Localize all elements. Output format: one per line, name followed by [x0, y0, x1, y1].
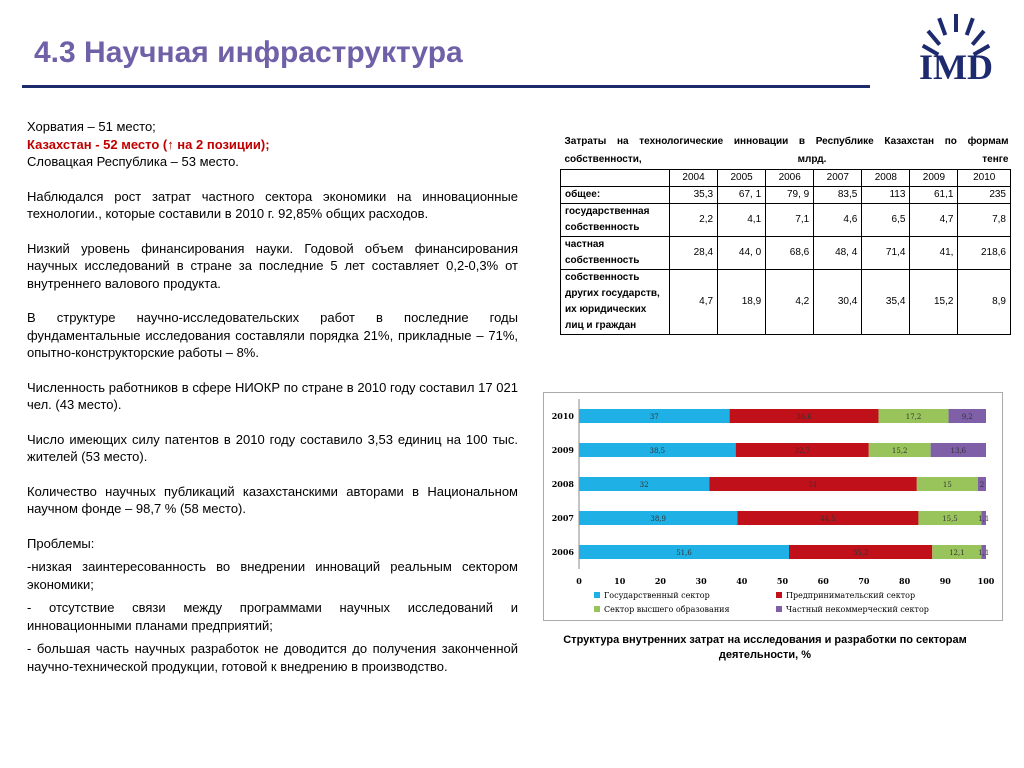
innovation-costs-table	[560, 133, 1011, 335]
problems-title: Проблемы:	[27, 535, 95, 551]
year-header: 2010	[958, 170, 1011, 187]
x-tick-label: 100	[977, 576, 995, 586]
data-label: 15,5	[942, 515, 958, 523]
data-label: 38,9	[650, 515, 666, 523]
table-cell: 2,2	[670, 204, 718, 237]
year-header: 2007	[814, 170, 862, 187]
category-label: 2009	[551, 445, 574, 455]
legend-swatch	[594, 606, 600, 612]
category-label: 2010	[551, 411, 574, 421]
table-cell: 113	[862, 187, 910, 204]
table-row	[561, 204, 1011, 237]
table-cell: 4,1	[718, 204, 766, 237]
x-tick-label: 70	[858, 576, 870, 586]
table-cell: 218,6	[958, 237, 1011, 270]
page-title: 4.3 Научная инфраструктура	[34, 36, 463, 69]
table-row	[561, 237, 1011, 270]
paragraph-funding: Низкий уровень финансирования науки. Годовой объем финансирования научных исследований в стране за последние 5 лет составляет 0,2-0,3% от внутреннего валового продукта.	[27, 240, 518, 291]
category-label: 2008	[551, 479, 574, 489]
x-tick-label: 30	[695, 576, 707, 586]
table-cell: 68,6	[766, 237, 814, 270]
main-text	[27, 118, 518, 675]
table-cell: 7,8	[958, 204, 1011, 237]
category-label: 2006	[551, 547, 574, 557]
x-tick-label: 0	[576, 576, 582, 586]
year-header: 2009	[910, 170, 958, 187]
data-label: 51,6	[676, 549, 692, 557]
x-tick-label: 60	[817, 576, 829, 586]
data-label: 35,2	[852, 549, 869, 557]
table-cell: 83,5	[814, 187, 862, 204]
table-cell: 44, 0	[718, 237, 766, 270]
data-label: 51	[808, 481, 818, 489]
problem-item: - большая часть научных разработок не доводится до получения законченной научно-технической продукции, готовой к внедрению в производство.	[27, 641, 518, 674]
year-header: 2005	[718, 170, 766, 187]
row-label: частная собственность	[561, 237, 670, 270]
table-cell: 41,	[910, 237, 958, 270]
data-label: 1,1	[978, 515, 990, 523]
x-tick-label: 80	[899, 576, 911, 586]
data-label: 36,6	[796, 413, 812, 421]
row-label: общее:	[561, 187, 670, 204]
rank-croatia: Хорватия – 51 место;	[27, 119, 156, 134]
table-row	[561, 270, 1011, 335]
chart-svg	[544, 393, 1002, 620]
x-tick-label: 10	[614, 576, 626, 586]
rank-kazakhstan: Казахстан - 52 место (↑ на 2 позиции);	[27, 136, 270, 152]
table-cell: 71,4	[862, 237, 910, 270]
table-cell: 67, 1	[718, 187, 766, 204]
paragraph-private-costs: Наблюдался рост затрат частного сектора экономики на инновационные технологии., которые составили в 2010 г. 92,85% общих расходов.	[27, 188, 518, 221]
data-label: 44,5	[820, 515, 836, 523]
table-cell: 18,9	[718, 270, 766, 335]
legend-swatch	[776, 606, 782, 612]
data-label: 9,2	[961, 413, 973, 421]
chart-caption: Структура внутренних затрат на исследования и разработки по секторам деятельности, %	[563, 634, 967, 661]
table-cell: 15,2	[910, 270, 958, 335]
table-cell: 235	[958, 187, 1011, 204]
data-label: 37	[649, 413, 659, 421]
table-cell: 7,1	[766, 204, 814, 237]
table-cell: 28,4	[670, 237, 718, 270]
data-label: 2	[979, 481, 985, 489]
table-cell: 61,1	[910, 187, 958, 204]
title-underline	[22, 85, 870, 88]
table-cell: 4,7	[910, 204, 958, 237]
x-tick-label: 90	[939, 576, 951, 586]
table-row	[561, 187, 1011, 204]
x-tick-label: 40	[736, 576, 748, 586]
legend-label: Сектор высшего образования	[604, 605, 730, 614]
x-tick-label: 20	[654, 576, 666, 586]
year-header: 2008	[862, 170, 910, 187]
paragraph-patents: Число имеющих силу патентов в 2010 году составило 3,53 единиц на 100 тыс. жителей (53 место).	[27, 431, 518, 464]
category-label: 2007	[551, 513, 574, 523]
data-label: 15,2	[891, 447, 908, 455]
table-cell: 4,2	[766, 270, 814, 335]
x-tick-label: 50	[776, 576, 789, 586]
table-cell: 6,5	[862, 204, 910, 237]
rnd-structure-chart	[543, 392, 1003, 621]
table-cell: 4,7	[670, 270, 718, 335]
data-label: 32	[639, 481, 649, 489]
year-header: 2006	[766, 170, 814, 187]
year-header: 2004	[670, 170, 718, 187]
table-cell: 48, 4	[814, 237, 862, 270]
data-label: 32,7	[794, 447, 811, 455]
table-corner-cell	[561, 170, 670, 187]
imd-logo	[906, 14, 1006, 84]
table-header-row	[561, 170, 1011, 187]
table-cell: 4,6	[814, 204, 862, 237]
table-cell: 30,4	[814, 270, 862, 335]
data-label: 17,2	[905, 413, 922, 421]
table-cell: 35,4	[862, 270, 910, 335]
problem-item: -низкая заинтересованность во внедрении инноваций реальным сектором экономики;	[27, 559, 518, 592]
rank-slovakia: Словацкая Республика – 53 место.	[27, 154, 239, 169]
legend-label: Частный некоммерческий сектор	[786, 605, 929, 614]
row-label: собственность других государств, их юридических лиц и граждан	[561, 270, 670, 335]
table-cell: 8,9	[958, 270, 1011, 335]
paragraph-staff: Численность работников в сфере НИОКР по стране в 2010 году составил 17 021 чел. (43 место).	[27, 379, 518, 412]
table-cell: 35,3	[670, 187, 718, 204]
data-label: 38,5	[649, 447, 666, 455]
legend-label: Государственный сектор	[604, 591, 710, 600]
data-label: 13,6	[950, 447, 967, 455]
paragraph-structure: В структуре научно-исследовательских работ в последние годы фундаментальные исследования составляли порядка 21%, прикладные – 71%, опытно-конструкторские работы – 8%.	[27, 310, 518, 360]
problem-item: - отсутствие связи между программами научных исследований и инновационными планами предприятий;	[27, 600, 518, 633]
legend-swatch	[776, 592, 782, 598]
data-label: 12,1	[949, 549, 965, 557]
data-label: 1,1	[978, 549, 990, 557]
logo-text: IMD	[919, 47, 993, 84]
table-caption: Затраты на технологические инновации в Республике Казахстан по формам собственности, млрд. тенге	[561, 133, 1011, 170]
row-label: государственная собственность	[561, 204, 670, 237]
data-label: 15	[942, 481, 952, 489]
legend-swatch	[594, 592, 600, 598]
table-cell: 79, 9	[766, 187, 814, 204]
legend-label: Предпринимательский сектор	[786, 591, 916, 600]
paragraph-publications: Количество научных публикаций казахстанскими авторами в Национальном научном фонде – 98,7 % (58 место).	[27, 483, 518, 516]
